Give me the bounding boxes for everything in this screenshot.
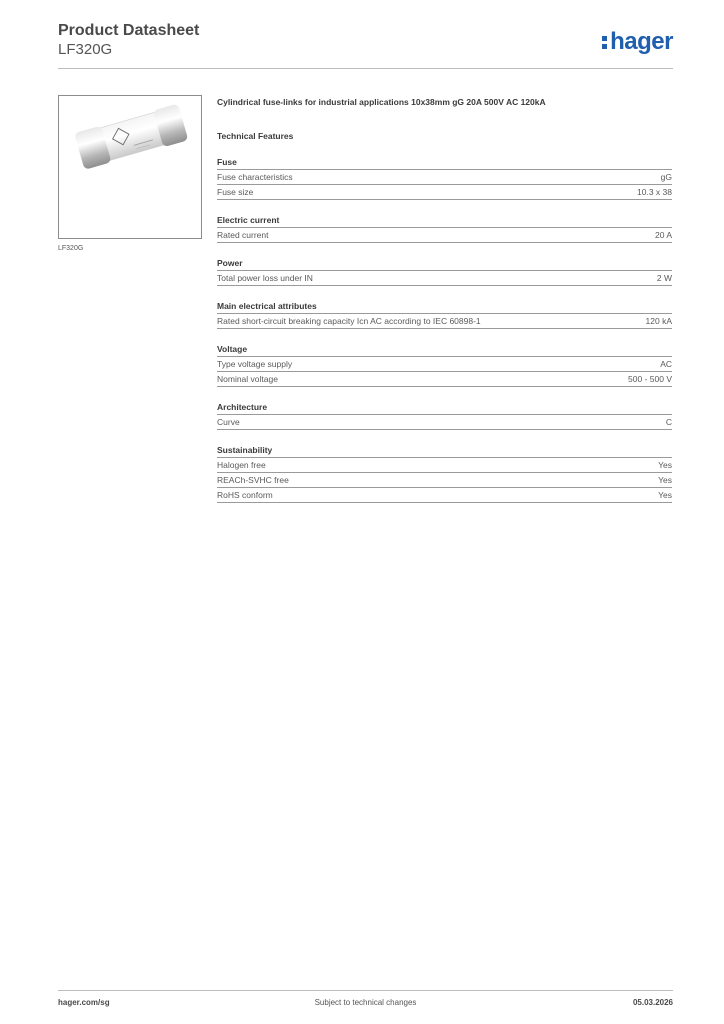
feature-value: C (665, 417, 672, 427)
technical-features-heading: Technical Features (217, 131, 294, 141)
section-title: Electric current (217, 214, 672, 228)
feature-label: RoHS conform (217, 490, 273, 500)
website-link[interactable]: hager.com/sg (58, 998, 110, 1007)
feature-row (217, 372, 672, 387)
section-electric-current (217, 214, 672, 243)
feature-row (217, 357, 672, 372)
page-header (58, 22, 673, 58)
product-code: LF320G (58, 41, 113, 58)
feature-row (217, 185, 672, 200)
feature-label: Halogen free (217, 460, 266, 470)
section-architecture (217, 401, 672, 430)
feature-sections (217, 156, 672, 503)
feature-label: Rated short-circuit breaking capacity Icn AC according to IEC 60898-1 (217, 316, 481, 326)
section-title: Voltage (217, 343, 672, 357)
feature-row (217, 488, 672, 503)
technical-content (217, 95, 672, 503)
image-caption: LF320G (58, 245, 84, 252)
feature-row (217, 170, 672, 185)
feature-row (217, 314, 672, 329)
section-title: Architecture (217, 401, 672, 415)
feature-row (217, 473, 672, 488)
feature-label: Nominal voltage (217, 374, 278, 384)
feature-label: Total power loss under IN (217, 273, 313, 283)
logo-text: hager (610, 28, 673, 55)
feature-row (217, 271, 672, 286)
section-title: Main electrical attributes (217, 300, 672, 314)
document-date: 05.03.2026 (632, 998, 673, 1007)
logo-dots-icon (602, 32, 608, 50)
footer-divider (58, 990, 673, 991)
section-voltage (217, 343, 672, 387)
feature-value: 2 W (656, 273, 672, 283)
feature-label: Rated current (217, 230, 269, 240)
section-fuse (217, 156, 672, 200)
feature-row (217, 458, 672, 473)
feature-value: 500 - 500 V (628, 374, 672, 384)
page-title: Product Datasheet (58, 22, 200, 39)
product-description: Cylindrical fuse-links for industrial applications 10x38mm gG 20A 500V AC 120kA (217, 97, 546, 107)
hager-logo (602, 30, 673, 54)
fuse-link-picture (59, 96, 201, 238)
feature-label: Type voltage supply (217, 359, 293, 369)
feature-value: Yes (658, 460, 672, 470)
header-divider (58, 68, 673, 69)
feature-label: Curve (217, 417, 240, 427)
section-main-electrical-attributes (217, 300, 672, 329)
feature-row (217, 415, 672, 430)
product-image (58, 95, 202, 239)
feature-value: 10.3 x 38 (637, 187, 672, 197)
section-sustainability (217, 444, 672, 503)
section-power (217, 257, 672, 286)
feature-label: REACh-SVHC free (217, 475, 289, 485)
feature-label: Fuse size (217, 187, 254, 197)
feature-row (217, 228, 672, 243)
feature-value: 20 A (654, 230, 672, 240)
section-title: Sustainability (217, 444, 672, 458)
feature-label: Fuse characteristics (217, 172, 293, 182)
section-title: Fuse (217, 156, 672, 170)
feature-value: AC (660, 359, 672, 369)
feature-value: gG (660, 172, 672, 182)
feature-value: Yes (658, 475, 672, 485)
feature-value: 120 kA (645, 316, 672, 326)
section-title: Power (217, 257, 672, 271)
feature-value: Yes (658, 490, 672, 500)
technical-changes-notice: Subject to technical changes (314, 998, 417, 1007)
